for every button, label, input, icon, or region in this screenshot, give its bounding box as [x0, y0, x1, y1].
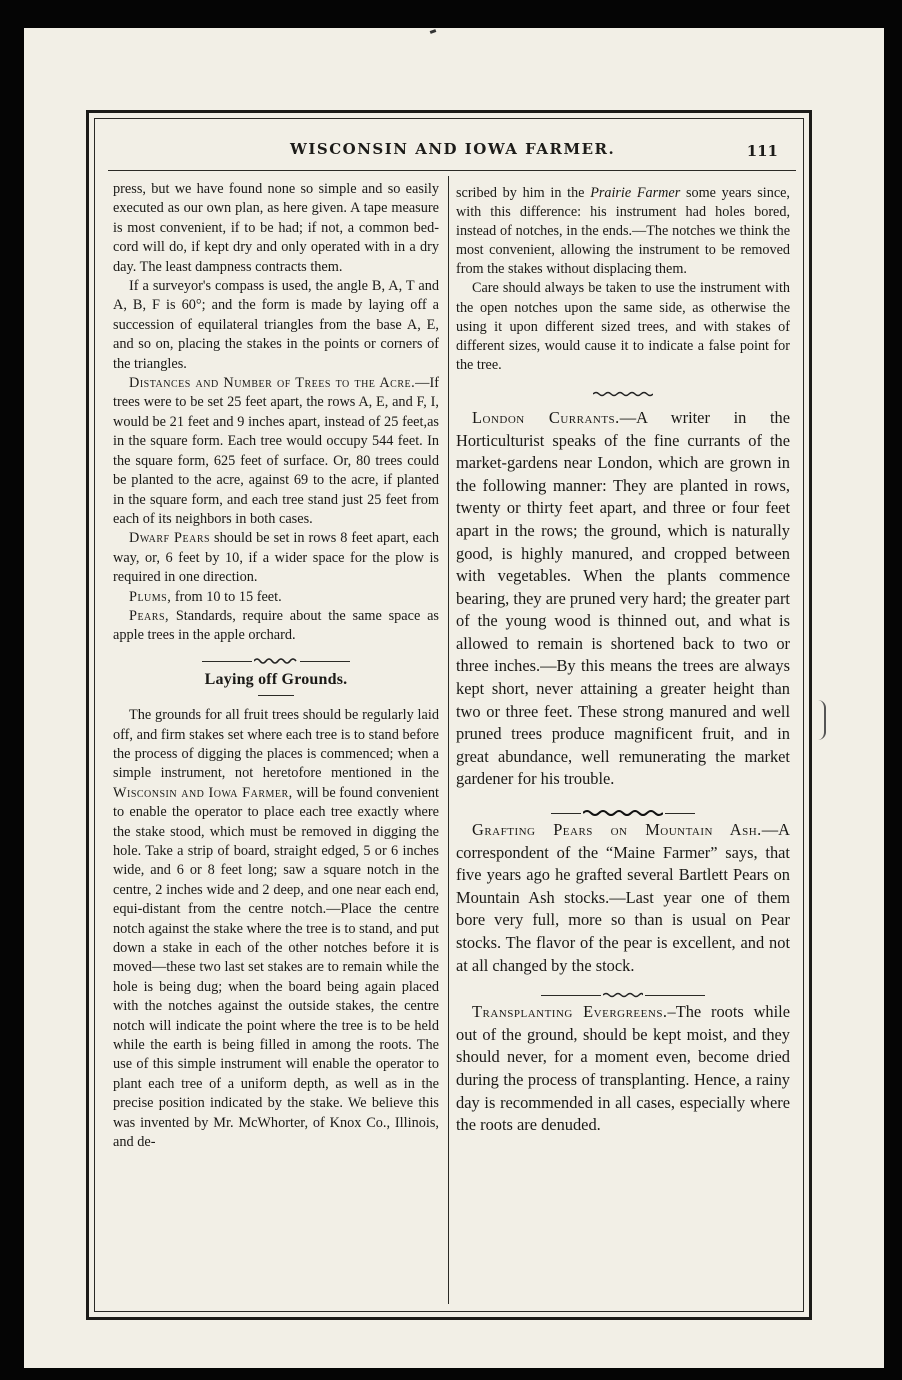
binding-mark	[818, 700, 826, 740]
paragraph-text: —A correspondent of the “Maine Farmer” says, that five years ago he grafted several Bartlett Pears on Mountain Ash stocks.—Last year one of them bore very full, more so than is usual on Pear stocks. The flavor of the pear is excellent, and not at all changed by the stock.	[456, 820, 790, 975]
right-column	[456, 184, 790, 1137]
paragraph-text: from 10 to 15 feet.	[171, 588, 282, 605]
paragraph-text: The grounds for all fruit trees should be regularly laid off, and firm stakes set where each tree is to stand before the process of digging the places is commenced; when a simple instrument, not heretofore mentioned in the	[113, 707, 439, 782]
title-underline	[258, 695, 294, 696]
paragraph-text: Standards, require about the same space as apple trees in the apple orchard.	[113, 607, 439, 644]
section-title: Laying off Grounds.	[204, 670, 348, 688]
run-in-heading: Grafting Pears on Mountain Ash.	[472, 820, 762, 840]
paragraph	[113, 529, 439, 587]
left-column	[113, 180, 439, 1153]
ornament-divider	[456, 385, 790, 399]
ornament-divider	[113, 652, 439, 666]
run-in-heading: Transplanting Evergreens.	[472, 1002, 668, 1022]
paragraph	[456, 407, 790, 791]
run-in-heading: Distances and Number of Trees to the Acre.	[129, 375, 416, 392]
paragraph: If a surveyor's compass is used, the angle B, A, T and A, B, F is 60°; and the form is made by laying off a succession of equilateral triangles from the base A, E, and so on, placing the stakes in the points or corners of the triangles.	[113, 278, 439, 372]
italic-title: Prairie Farmer	[590, 185, 681, 201]
paragraph	[113, 607, 439, 646]
paragraph-text: scribed by him in the	[456, 185, 591, 201]
paragraph-text: –The roots while out of the ground, should be kept moist, and they should never, for a moment even, become dried during the process of transplanting. Hence, a rainy day is recommended in all cases, especially where the roots are denuded.	[456, 1002, 790, 1135]
paragraph-text: should be set in rows 8 feet apart, each way, or, 6 feet by 10, if a wider space for the plow is required in one direction.	[113, 530, 439, 586]
run-in-heading: London Currants.	[472, 407, 620, 427]
paragraph	[113, 588, 439, 607]
ornament-divider	[456, 983, 790, 997]
journal-title: WISCONSIN AND IOWA FARMER.	[290, 140, 616, 158]
paragraph: Care should always be taken to use the instrument with the open notches upon the same side, as otherwise the using it upon different sized trees, and with stakes of different sizes, would cause it to indicate a false point for the tree.	[456, 280, 790, 373]
ornament-divider	[456, 801, 790, 815]
run-in-heading: Plums,	[129, 588, 172, 605]
paragraph	[456, 1001, 790, 1137]
page-number: 111	[746, 142, 778, 160]
paragraph-text: —A writer in the Horticulturist speaks of the fine currants of the market-gardens near London, which are grown in the following manner: They are planted in rows, twenty or thirty feet apart, and three or four feet apart in the rows; the ground, which is naturally good, is highly manured, and cropped between with vegetables. When the plants commence bearing, they are pruned very hard; the greater part of the young wood is thinned out, and what is allowed to remain is shortened back to two or three inches.—By this means the trees are always kept short, never attaining a greater height than two or three feet. These strong manured and well pruned trees produce magnificent fruit, and in great abundance, well remunerating the market gardener for his trouble.	[456, 407, 791, 789]
run-in-heading: Pears,	[129, 607, 170, 624]
running-header	[110, 138, 800, 168]
inline-title: Wisconsin and Iowa Farmer,	[113, 784, 293, 801]
paragraph: press, but we have found none so simple and so easily executed as our own plan, as here given. A tape measure is most convenient, if to be had; if not, a common bed-cord will do, if kept dry and only operated with in a dry day. The least dampness contracts them.	[113, 181, 439, 275]
paragraph	[113, 706, 439, 1152]
header-rule	[108, 170, 796, 171]
paragraph-text: some years since, with this difference: his instrument had holes bored, instead of notches, in the ends.—The notches we think the most convenient, allowing the instrument to be removed from the stakes without displacing them.	[456, 185, 790, 278]
run-in-heading: Dwarf Pears	[129, 530, 211, 547]
paragraph	[113, 374, 439, 529]
paragraph-text: will be found convenient to enable the operator to place each tree exactly where the stake stood, which must be removed in digging the hole. Take a strip of board, straight edged, 5 or 6 inches wide, and 6 or 8 feet long; saw a square notch in the centre, 2 inches wide and 2 deep, and one near each end, equi-distant from the centre notch.—Place the centre notch against the stake where the tree is to stand, and put down a stake in each of the other notches before it is moved—these two last set stakes are to remain while the hole is being dug; when the board being again placed with the notches against the outside stakes, the centre notch will indicate the point where the tree is to be held while the earth is being filled in among the roots. The use of this simple instrument will enable the operator to plant each tree of a uniform depth, as well as in the precise position indicated by the stake. We believe this was invented by Mr. McWhorter, of Knox Co., Illinois, and de-	[113, 784, 439, 1151]
column-divider	[448, 176, 449, 1304]
paragraph	[456, 819, 790, 977]
paragraph	[456, 184, 790, 279]
paragraph-text: —If trees were to be set 25 feet apart, the rows A, E, and F, I, would be 21 feet and 9 inches apart, instead of 25 feet,as in the square form. Each tree would occupy 544 feet. In the square form, 625 feet of surface. Or, 80 trees could be planted to the acre, against 69 to the acre, if planted in the square form, and each tree stand just 25 feet from each of its neighbors in both cases.	[113, 375, 439, 527]
